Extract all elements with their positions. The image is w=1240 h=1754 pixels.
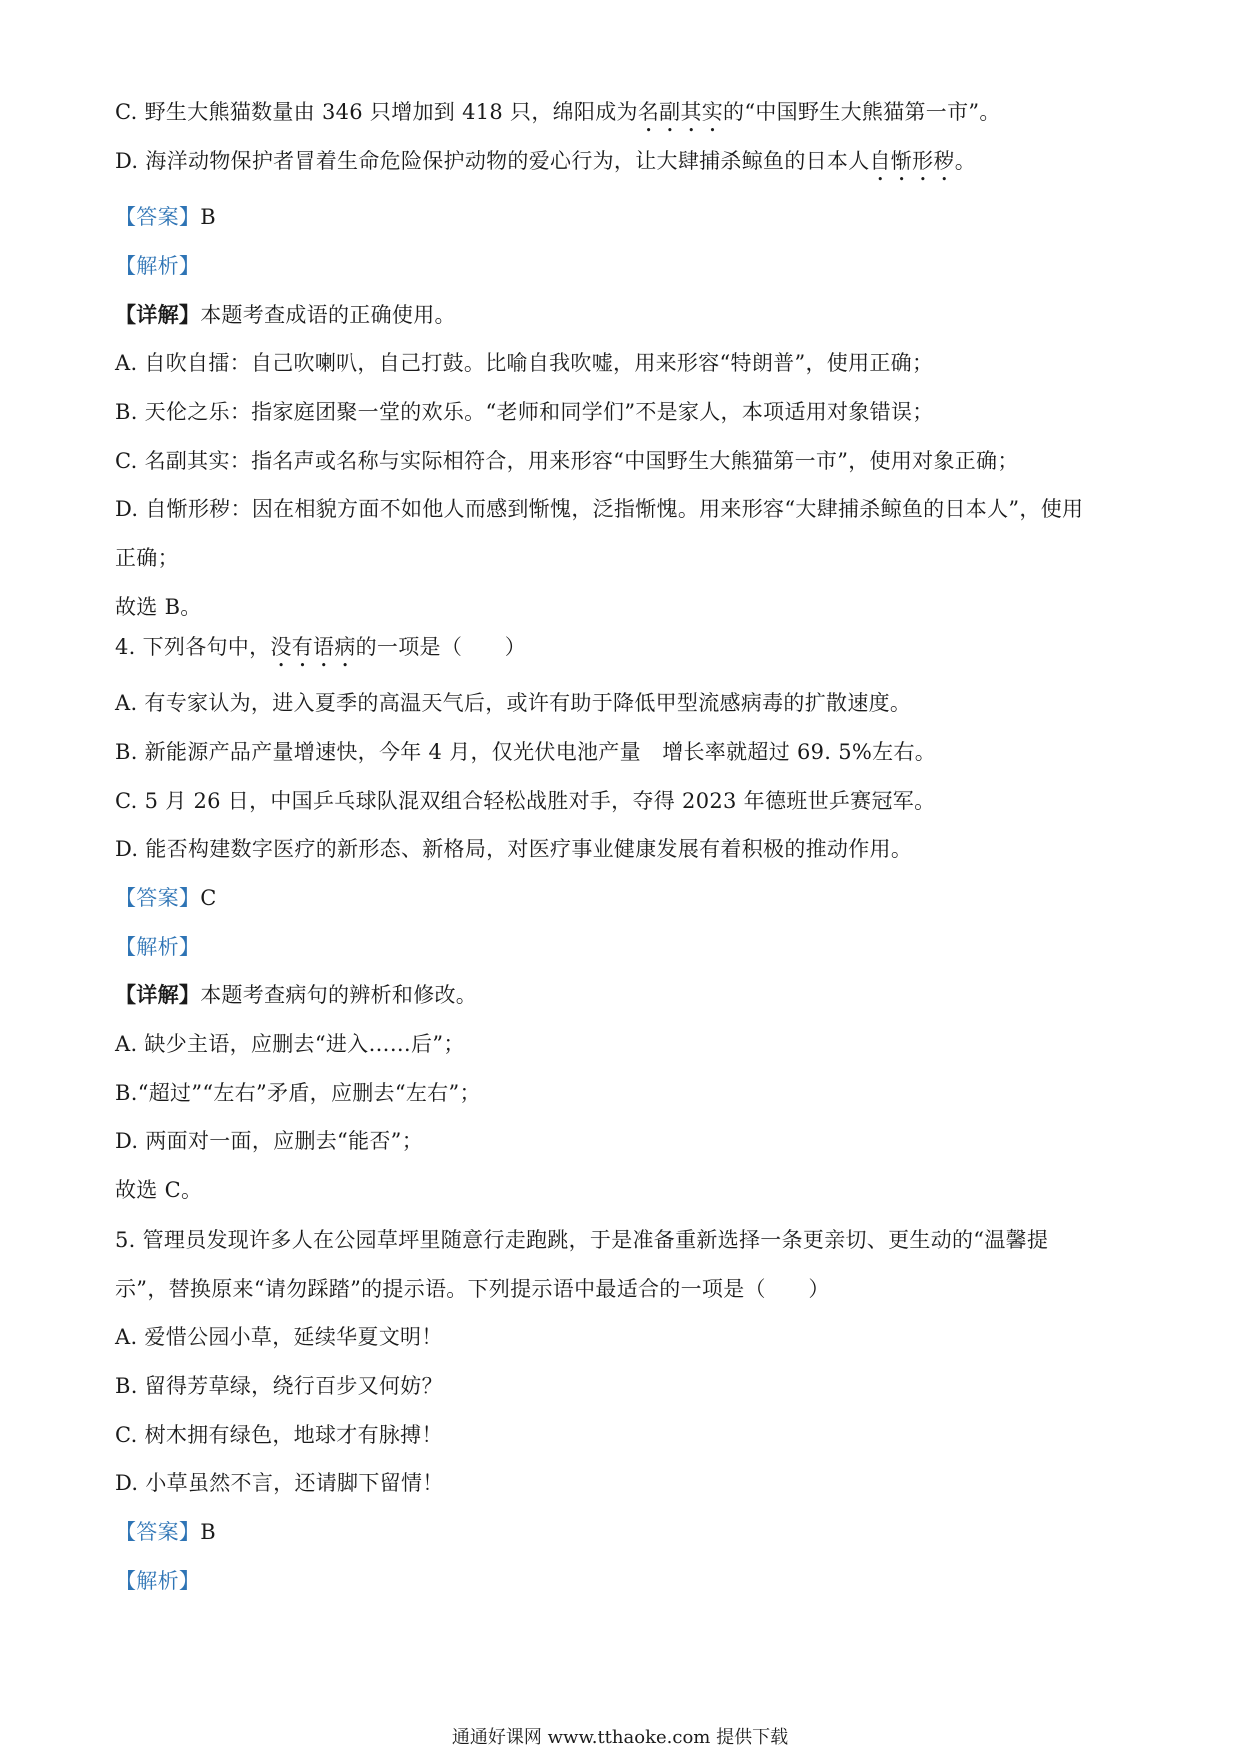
q4-stem-emphasis: 没有语病 [270, 635, 356, 659]
q3-option-c: C. 野生大熊猫数量由 346 只增加到 418 只，绵阳成为名副其实的“中国野生大熊猫第一市”。 [115, 100, 1001, 124]
detail-tag: 【详解】 [115, 302, 201, 327]
q3-conclusion: 故选 B。 [115, 595, 202, 619]
q3-explanation-d-cont: 正确； [115, 546, 179, 570]
q3-option-d: D. 海洋动物保护者冒着生命危险保护动物的爱心行为，让大肆捕杀鲸鱼的日本人自惭形秽。 [115, 149, 977, 173]
answer-tag: 【答案】 [115, 205, 201, 229]
q4-option-b: B. 新能源产品产量增速快，今年 4 月，仅光伏电池产量 增长率就超过 69. 5%左右。 [115, 740, 937, 764]
q4-answer [115, 883, 217, 913]
q4-option-d: D. 能否构建数字医疗的新形态、新格局，对医疗事业健康发展有着积极的推动作用。 [115, 837, 913, 861]
q5-stem-line-2: 示”，替换原来“请勿踩踏”的提示语。下列提示语中最适合的一项是（ ） [115, 1277, 830, 1301]
q3-explanation-c: C. 名副其实：指名声或名称与实际相符合，用来形容“中国野生大熊猫第一市”，使用对象正确； [115, 449, 1019, 473]
q3-analysis-tag: 【解析】 [115, 254, 201, 278]
q5-option-a: A. 爱惜公园小草，延续华夏文明！ [115, 1325, 443, 1349]
q3-option-c-idiom: 名副其实 [637, 100, 724, 124]
q4-option-a: A. 有专家认为，进入夏季的高温天气后，或许有助于降低甲型流感病毒的扩散速度。 [115, 691, 912, 715]
answer-tag: 【答案】 [115, 1520, 201, 1544]
q5-analysis-tag: 【解析】 [115, 1569, 201, 1593]
q4-explanation-d: D. 两面对一面，应删去“能否”； [115, 1129, 424, 1153]
answer-value: C [200, 886, 217, 910]
q3-explanation-b: B. 天伦之乐：指家庭团聚一堂的欢乐。“老师和同学们”不是家人，本项适用对象错误； [115, 400, 934, 424]
answer-value: B [200, 205, 216, 229]
q4-analysis-tag: 【解析】 [115, 935, 201, 959]
q5-option-b: B. 留得芳草绿，绕行百步又何妨？ [115, 1374, 443, 1398]
q3-detail: 【详解】本题考查成语的正确使用。 [115, 302, 456, 327]
q4-conclusion: 故选 C。 [115, 1178, 203, 1202]
q4-detail: 【详解】本题考查病句的辨析和修改。 [115, 982, 478, 1007]
q5-option-d: D. 小草虽然不言，还请脚下留情！ [115, 1471, 444, 1495]
q4-option-c: C. 5 月 26 日，中国乒乓球队混双组合轻松战胜对手，夺得 2023 年德班世乒赛冠军。 [115, 789, 936, 813]
answer-value: B [200, 1520, 216, 1544]
detail-tag: 【详解】 [115, 982, 201, 1007]
q3-option-d-idiom: 自惭形秽 [869, 149, 955, 173]
q5-answer [115, 1517, 216, 1547]
q4-explanation-a: A. 缺少主语，应删去“进入……后”； [115, 1032, 465, 1056]
q3-explanation-a: A. 自吹自擂：自己吹喇叭，自己打鼓。比喻自我吹嘘，用来形容“特朗普”，使用正确； [115, 351, 934, 375]
q4-stem: 4. 下列各句中，没有语病的一项是（ ） [115, 635, 527, 659]
q3-answer [115, 202, 216, 232]
q4-explanation-b: B.“超过”“左右”矛盾，应删去“左右”； [115, 1081, 481, 1105]
page-footer: 通通好课网 www.tthaoke.com 提供下载 [451, 1727, 789, 1748]
q5-option-c: C. 树木拥有绿色，地球才有脉搏！ [115, 1423, 443, 1447]
answer-tag: 【答案】 [115, 886, 201, 910]
q3-explanation-d: D. 自惭形秽：因在相貌方面不如他人而感到惭愧，泛指惭愧。用来形容“大肆捕杀鲸鱼的日本人”，使用 [115, 497, 1084, 521]
q5-stem-line-1: 5. 管理员发现许多人在公园草坪里随意行走跑跳，于是准备重新选择一条更亲切、更生动的“温馨提 [115, 1228, 1049, 1252]
